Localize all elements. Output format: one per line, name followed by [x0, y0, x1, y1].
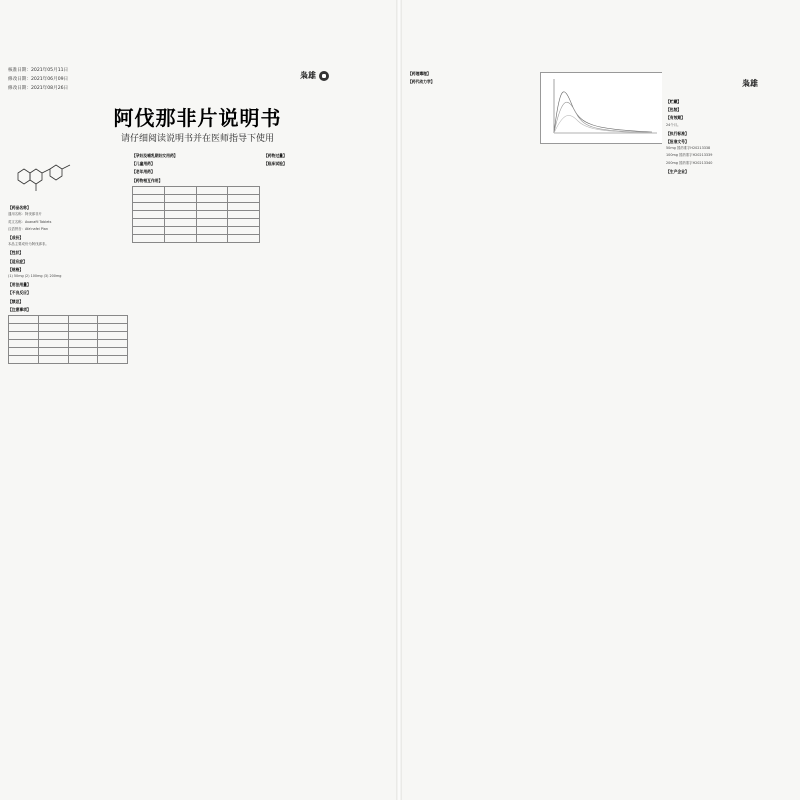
section-heading: 【儿童用药】	[132, 161, 155, 167]
text-column-2	[132, 150, 260, 790]
revision-dates	[8, 66, 68, 93]
section-heading: 【生产企业】	[666, 168, 689, 174]
column-6-body	[666, 99, 794, 174]
revision-date-1: 修改日期：2021年06月09日	[8, 77, 69, 82]
document-title: 阿伐那非片说明书	[113, 106, 282, 130]
section-heading: 【不良反应】	[8, 290, 31, 296]
section-heading: 【执行标准】	[666, 130, 689, 136]
section-heading: 【适应症】	[8, 258, 27, 264]
section-heading: 【药代动力学】	[408, 79, 435, 85]
body-text: 通用名称：阿伐那非片	[8, 212, 42, 217]
section-heading: 【药物过量】	[264, 153, 287, 158]
revision-date-2: 修改日期：2021年08月26日	[8, 86, 69, 91]
text-column-6	[666, 96, 794, 790]
section-heading: 【药品名称】	[8, 205, 31, 211]
body-text: 汉语拼音：Afa'nafei Pian	[8, 226, 49, 231]
chemical-structure-figure	[8, 153, 78, 197]
body-text: 英文名称：Avanafil Tablets	[8, 219, 52, 224]
body-text: 本品主要成份为阿伐那非。	[8, 242, 49, 247]
text-column-5	[540, 68, 662, 790]
adverse-reaction-table	[8, 315, 128, 364]
text-column-4	[408, 68, 536, 790]
document-subtitle: 请仔细阅读说明书并在医师指导下使用	[120, 134, 274, 144]
section-heading: 【禁忌】	[8, 298, 24, 304]
section-heading: 【孕妇及哺乳期妇女用药】	[132, 153, 178, 158]
section-heading: 【用法用量】	[8, 282, 31, 288]
section-heading: 【老年用药】	[132, 169, 155, 175]
section-heading: 【药物相互作用】	[132, 177, 163, 183]
body-text: 24个月。	[666, 122, 681, 127]
section-heading: 【成份】	[8, 235, 24, 241]
center-fold	[396, 0, 402, 800]
text-column-3	[264, 150, 392, 790]
body-text: 200mg 国药准字H20213340	[666, 160, 713, 165]
body-text: 100mg 国药准字H20213339	[666, 153, 713, 158]
approval-date: 核准日期：2021年05月11日	[8, 68, 69, 73]
column-1-body	[8, 205, 128, 312]
section-heading: 【包装】	[666, 107, 682, 113]
column-2-body	[132, 153, 260, 183]
brand-logo-right	[742, 78, 758, 89]
section-heading: 【性状】	[8, 250, 24, 256]
text-column-1	[8, 150, 128, 790]
section-heading: 【有效期】	[666, 115, 685, 121]
column-4-body	[408, 71, 536, 84]
section-heading: 【规格】	[8, 266, 24, 272]
body-text: 50mg 国药准字H20213338	[666, 146, 711, 151]
brand-logo-left	[300, 70, 329, 81]
pk-curve-figure	[540, 72, 662, 144]
interaction-table	[132, 186, 260, 243]
section-heading: 【注意事项】	[8, 306, 31, 312]
column-3-body	[264, 153, 392, 166]
section-heading: 【药理毒理】	[408, 71, 431, 76]
brand-name: 枭雄	[742, 79, 758, 88]
section-heading: 【临床试验】	[264, 161, 287, 167]
section-heading: 【贮藏】	[666, 99, 682, 104]
brand-name: 枭雄	[300, 71, 316, 80]
body-text: (1) 50mg (2) 100mg (3) 200mg	[8, 274, 62, 279]
brand-emblem-icon	[319, 71, 329, 81]
section-heading: 【批准文号】	[666, 139, 689, 145]
